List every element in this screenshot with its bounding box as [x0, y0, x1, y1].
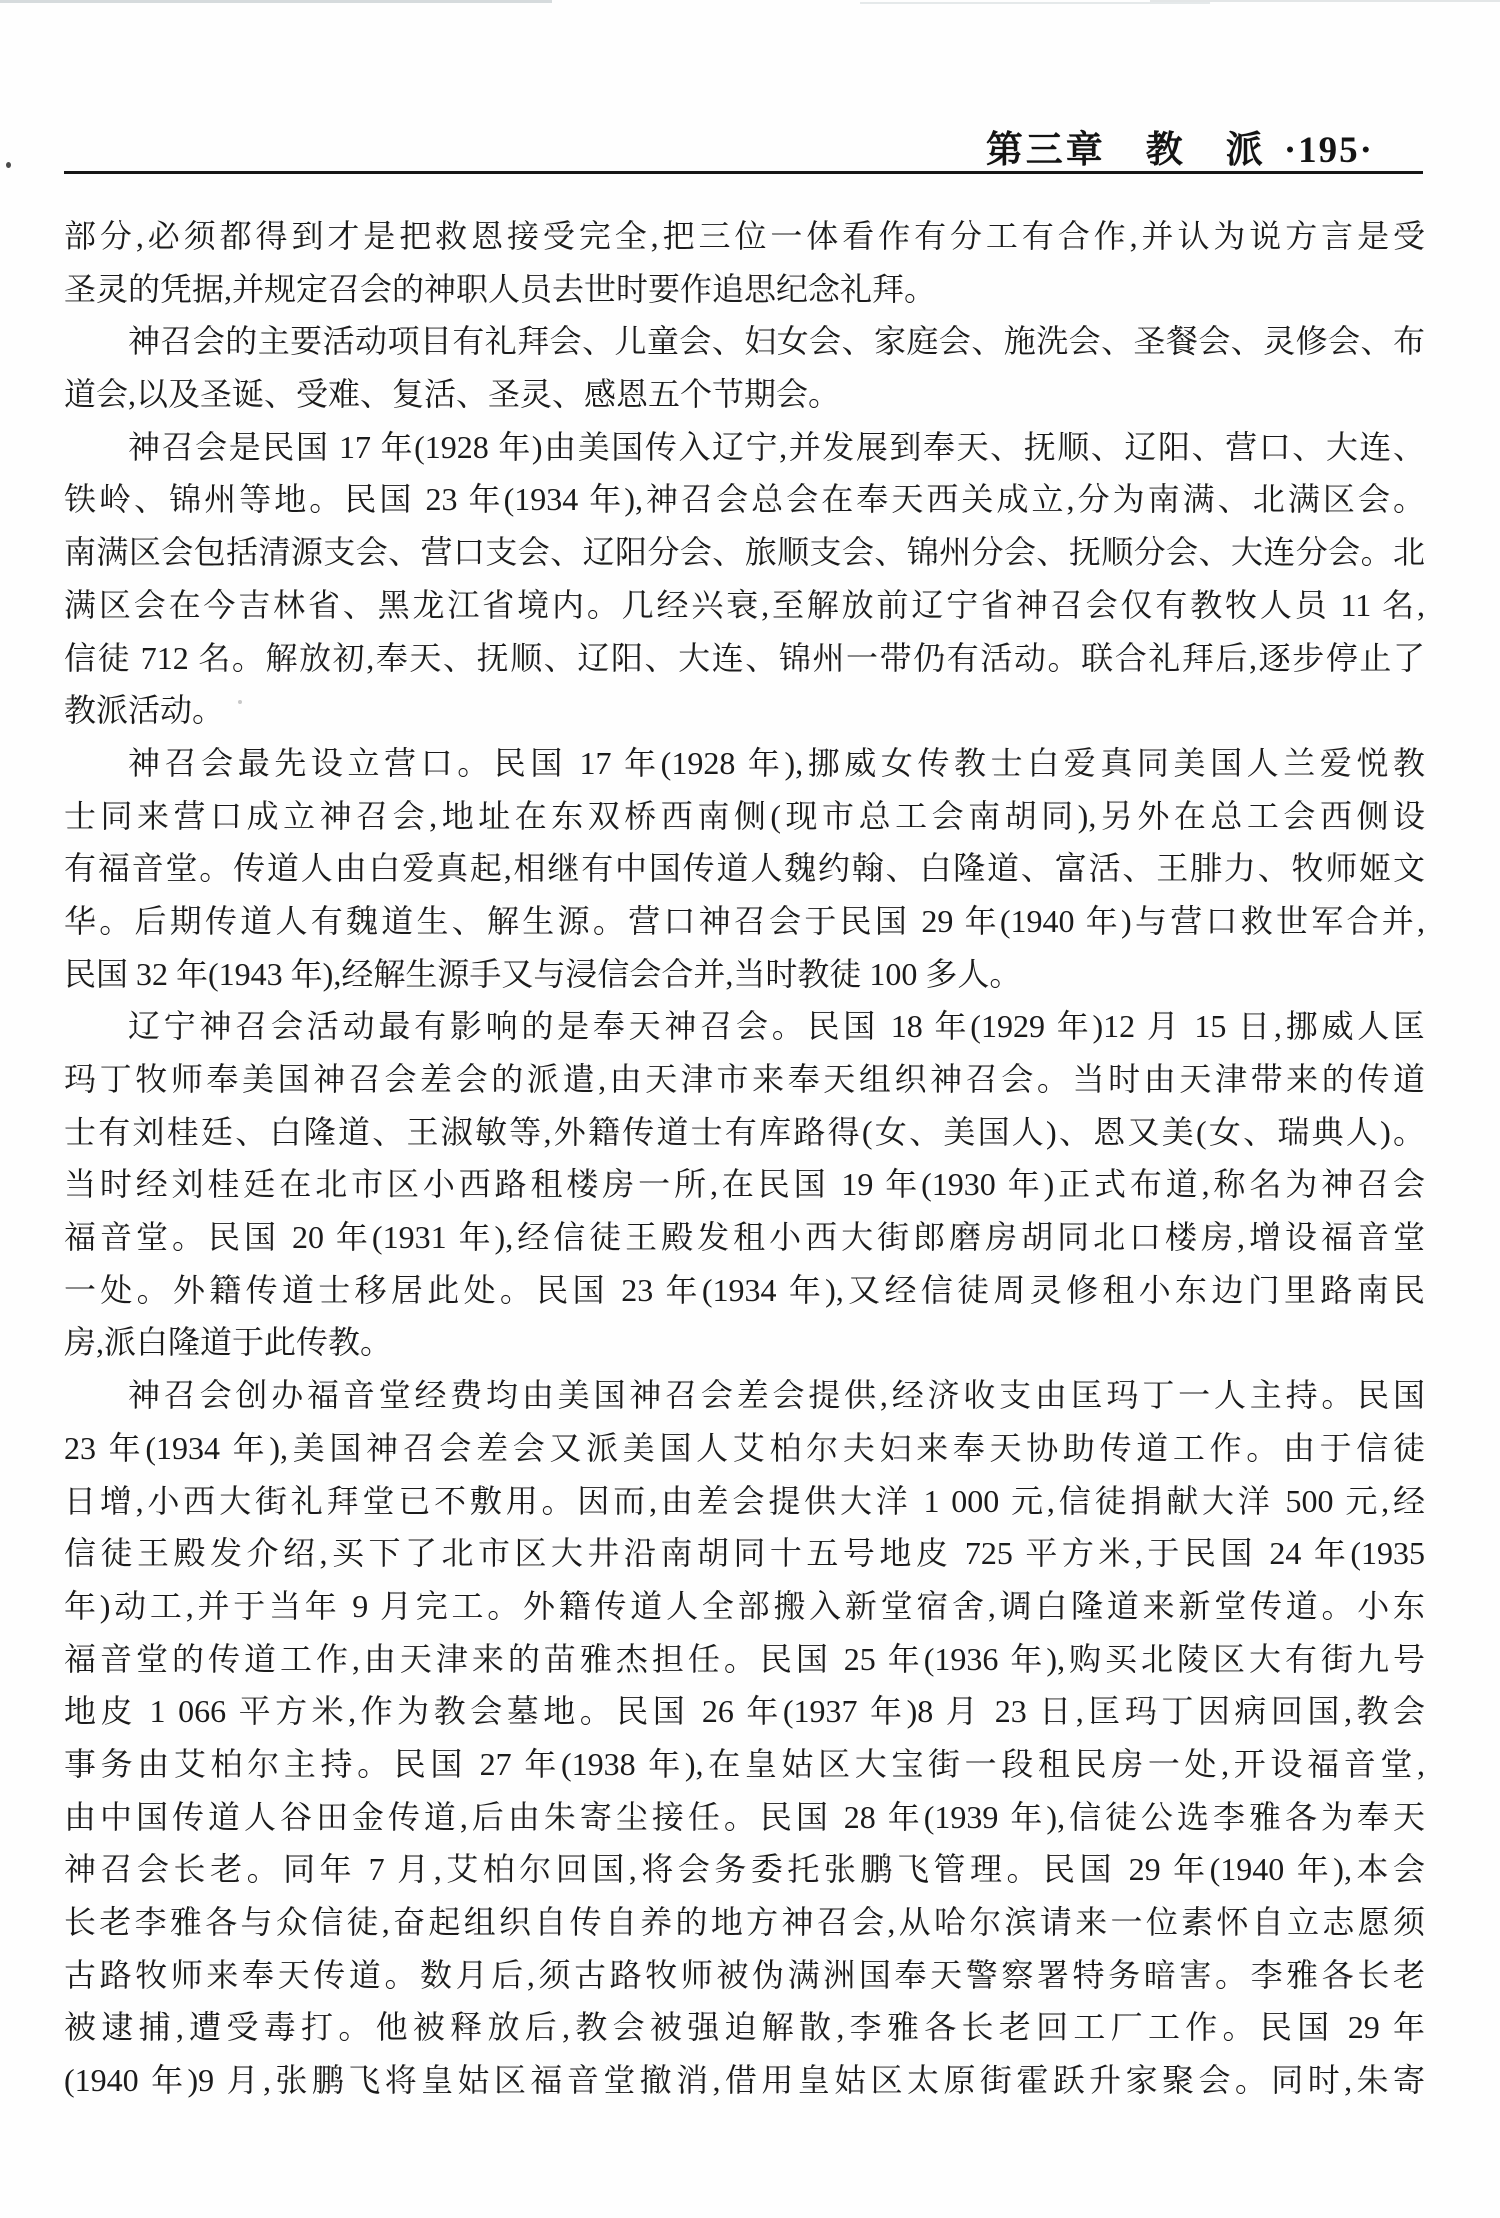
scan-artifact-top-edge [1150, 0, 1500, 2]
text-line: 华。后期传道人有魏道生、解生源。营口神召会于民国 29 年(1940 年)与营口救世军合并, [64, 902, 1425, 939]
chapter-title: 第三章 教 派 [985, 129, 1266, 170]
text-line: 铁岭、锦州等地。民国 23 年(1934 年),神召会总会在奉天西关成立,分为南满、北满区会。 [64, 481, 1425, 518]
text-line: 教派活动。 [64, 692, 225, 729]
text-line: 玛丁牧师奉美国神召会差会的派遣,由天津市来奉天组织神召会。当时由天津带来的传道 [64, 1061, 1425, 1097]
scan-artifact-dot [6, 162, 11, 168]
text-line: 南满区会包括清源支会、营口支会、辽阳分会、旅顺支会、锦州分会、抚顺分会、大连分会。北 [64, 534, 1425, 571]
running-head [64, 119, 1374, 173]
text-line: 房,派白隆道于此传教。 [64, 1324, 393, 1361]
text-line: 神召会的主要活动项目有礼拜会、儿童会、妇女会、家庭会、施洗会、圣餐会、灵修会、布 [128, 323, 1425, 360]
text-line: 古路牧师来奉天传道。数月后,须古路牧师被伪满洲国奉天警察署特务暗害。李雅各长老 [64, 1956, 1425, 1993]
text-line: 辽宁神召会活动最有影响的是奉天神召会。民国 18 年(1929 年)12 月 15 日,挪威人匡 [128, 1008, 1425, 1045]
text-line: 圣灵的凭据,并规定召会的神职人员去世时要作追思纪念礼拜。 [64, 270, 937, 307]
text-line: (1940 年)9 月,张鹏飞将皇姑区福音堂撤消,借用皇姑区太原街霍跃升家聚会。同时,朱寄 [64, 2062, 1425, 2099]
text-line: 神召会最先设立营口。民国 17 年(1928 年),挪威女传教士白爱真同美国人兰爱悦教 [128, 744, 1425, 781]
text-line: 信徒 712 名。解放初,奉天、抚顺、辽阳、大连、锦州一带仍有活动。联合礼拜后,逐步停止了 [64, 639, 1425, 676]
text-line: 年)动工,并于当年 9 月完工。外籍传道人全部搬入新堂宿舍,调白隆道来新堂传道。小东 [64, 1587, 1425, 1624]
text-line: 地皮 1 066 平方米,作为教会墓地。民国 26 年(1937 年)8 月 23 日,匡玛丁因病回国,教会 [64, 1693, 1425, 1730]
scan-artifact-top-edge [0, 0, 552, 3]
text-line: 士有刘桂廷、白隆道、王淑敏等,外籍传道士有库路得(女、美国人)、恩又美(女、瑞典人)。 [64, 1113, 1425, 1150]
text-line: 福音堂的传道工作,由天津来的苗雅杰担任。民国 25 年(1936 年),购买北陵区大有街九号 [64, 1640, 1425, 1677]
text-line: 士同来营口成立神召会,地址在东双桥西南侧(现市总工会南胡同),另外在总工会西侧设 [64, 797, 1425, 834]
text-line: 民国 32 年(1943 年),经解生源手又与浸信会合并,当时教徒 100 多人。 [64, 955, 1022, 992]
text-line: 长老李雅各与众信徒,奋起组织自传自养的地方神召会,从哈尔滨请来一位素怀自立志愿须 [64, 1904, 1425, 1940]
text-line: 神召会是民国 17 年(1928 年)由美国传入辽宁,并发展到奉天、抚顺、辽阳、营口、大连、 [128, 428, 1425, 465]
text-line: 事务由艾柏尔主持。民国 27 年(1938 年),在皇姑区大宝街一段租民房一处,开设福音堂, [64, 1745, 1425, 1782]
text-line: 部分,必须都得到才是把救恩接受完全,把三位一体看作有分工有合作,并认为说方言是受 [64, 218, 1425, 254]
body-text [64, 210, 1425, 2107]
text-line: 道会,以及圣诞、受难、复活、圣灵、感恩五个节期会。 [64, 376, 841, 413]
text-line: 一处。外籍传道士移居此处。民国 23 年(1934 年),又经信徒周灵修租小东边门里路南民 [64, 1271, 1425, 1308]
page-number: ·195· [1283, 130, 1374, 171]
text-line: 满区会在今吉林省、黑龙江省境内。几经兴衰,至解放前辽宁省神召会仅有教牧人员 11 名, [64, 586, 1425, 623]
text-line: 由中国传道人谷田金传道,后由朱寄尘接任。民国 28 年(1939 年),信徒公选李雅各为奉天 [64, 1798, 1425, 1835]
text-line: 23 年(1934 年),美国神召会差会又派美国人艾柏尔夫妇来奉天协助传道工作。由于信徒 [64, 1429, 1425, 1466]
text-line: 信徒王殿发介绍,买下了北市区大井沿南胡同十五号地皮 725 平方米,于民国 24 年(1935 [64, 1535, 1425, 1572]
text-line: 神召会长老。同年 7 月,艾柏尔回国,将会务委托张鹏飞管理。民国 29 年(1940 年),本会 [64, 1851, 1425, 1888]
text-line: 被逮捕,遭受毒打。他被释放后,教会被强迫解散,李雅各长老回工厂工作。民国 29 年 [64, 2009, 1425, 2046]
text-line: 当时经刘桂廷在北市区小西路租楼房一所,在民国 19 年(1930 年)正式布道,称名为神召会 [64, 1166, 1425, 1203]
text-line: 神召会创办福音堂经费均由美国神召会差会提供,经济收支由匡玛丁一人主持。民国 [128, 1377, 1425, 1414]
text-line: 有福音堂。传道人由白爱真起,相继有中国传道人魏约翰、白隆道、富活、王腓力、牧师姬文 [64, 850, 1425, 887]
header-rule [64, 171, 1423, 174]
text-line: 福音堂。民国 20 年(1931 年),经信徒王殿发租小西大街郎磨房胡同北口楼房,增设福音堂 [64, 1219, 1425, 1256]
text-line: 日增,小西大街礼拜堂已不敷用。因而,由差会提供大洋 1 000 元,信徒捐献大洋 500 元,经 [64, 1482, 1425, 1519]
scan-artifact-top-edge [860, 2, 1210, 4]
